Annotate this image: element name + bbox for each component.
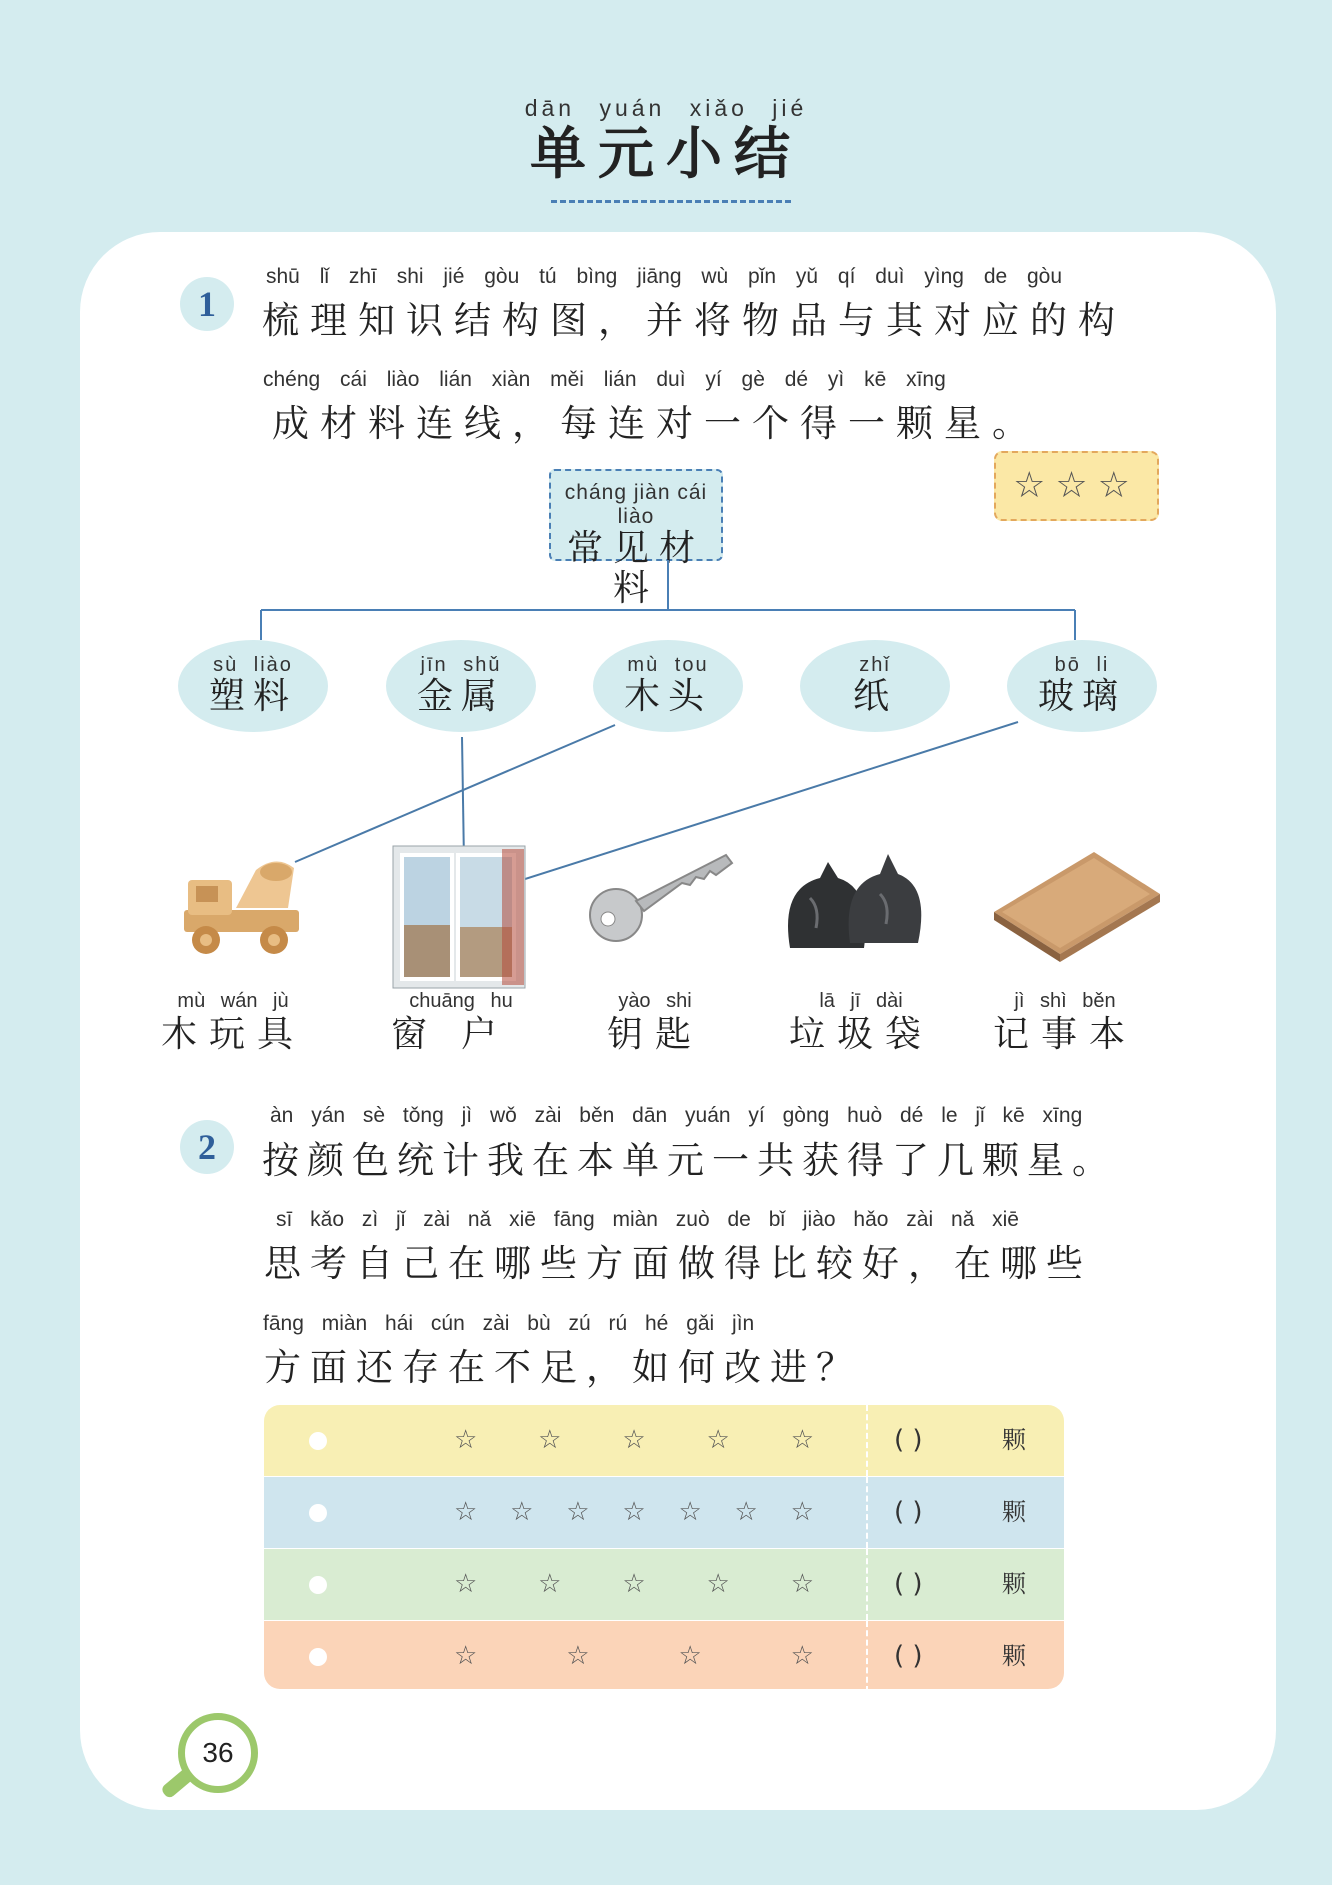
material-pinyin: bō li <box>1054 654 1110 676</box>
section-1-line-1-pinyin: shū lǐ zhī shi jié gòu tú bìng jiāng wù pǐn yǔ qí duì yìng de gòu <box>266 265 1063 288</box>
item-label-window <box>386 990 536 1057</box>
star-icon: ☆ <box>706 1569 730 1599</box>
row-dot-icon <box>309 1432 327 1450</box>
star-icon: ☆ <box>790 1497 814 1527</box>
star-icon: ☆ <box>538 1425 562 1455</box>
item-text: 窗户 <box>390 1014 531 1055</box>
tally-row <box>264 1476 1064 1548</box>
star-icon: ☆ <box>790 1569 814 1599</box>
material-node-wood <box>593 640 743 732</box>
item-label-key <box>580 990 730 1057</box>
material-node-paper <box>800 640 950 732</box>
material-node-glass <box>1007 640 1157 732</box>
section-1-line-1: 梳理知识结构图，并将物品与其对应的构 <box>262 299 1126 342</box>
row-divider <box>866 1621 868 1689</box>
tally-row <box>264 1548 1064 1620</box>
title-pinyin: dān yuán xiǎo jié <box>524 95 808 121</box>
star-icon: ☆ <box>734 1497 758 1527</box>
material-label: 纸 <box>852 676 897 717</box>
item-text: 记事本 <box>992 1014 1137 1055</box>
section-2-line-2: 思考自己在哪些方面做得比较好，在哪些 <box>264 1242 1092 1285</box>
material-label: 塑料 <box>208 676 297 717</box>
material-pinyin: mù tou <box>627 654 709 676</box>
item-label-garbage-bag <box>786 990 936 1057</box>
root-node-pinyin: cháng jiàn cái liào <box>564 481 708 528</box>
material-label: 金属 <box>416 676 505 717</box>
wooden-truck-icon <box>176 850 316 965</box>
star-icon: ☆ <box>790 1641 814 1671</box>
star-icon: ☆ <box>454 1641 478 1671</box>
material-node-metal <box>386 640 536 732</box>
row-stars <box>454 1477 814 1548</box>
count-unit: 颗 <box>1002 1642 1026 1670</box>
material-label: 木头 <box>623 676 712 717</box>
star-icon: ☆ <box>706 1425 730 1455</box>
row-dot-icon <box>309 1648 327 1666</box>
tally-row <box>264 1405 1064 1476</box>
material-pinyin: zhǐ <box>859 654 891 676</box>
star-icon: ☆ <box>790 1425 814 1455</box>
material-pinyin: sù liào <box>213 654 293 676</box>
row-divider <box>866 1405 868 1476</box>
count-blank[interactable]: ( ) <box>894 1497 923 1527</box>
page-title: 单元小结 <box>530 121 802 187</box>
item-text: 垃圾袋 <box>788 1014 933 1055</box>
star-icon: ☆ <box>454 1425 478 1455</box>
item-label-notebook <box>990 990 1140 1057</box>
item-pinyin: lā jī dài <box>819 990 903 1012</box>
row-dot-icon <box>309 1504 327 1522</box>
notebook-icon <box>990 850 1165 965</box>
row-stars <box>454 1549 814 1620</box>
tally-row <box>264 1620 1064 1689</box>
section-2-number: 2 <box>180 1120 234 1174</box>
root-node-label: 常见材料 <box>566 528 705 609</box>
match-line-metal-window <box>462 737 464 862</box>
count-unit: 颗 <box>1002 1498 1026 1526</box>
garbage-bag-icon <box>780 848 940 958</box>
star-icon: ☆ <box>622 1497 646 1527</box>
row-divider <box>866 1477 868 1548</box>
count-blank[interactable]: ( ) <box>894 1641 923 1671</box>
score-star-box: ☆☆☆ <box>994 451 1159 521</box>
star-icon: ☆ <box>538 1569 562 1599</box>
star-icon: ☆ <box>566 1641 590 1671</box>
star-icon: ☆ <box>622 1425 646 1455</box>
star-tally-table <box>264 1405 1064 1689</box>
star-icon: ☆ <box>510 1497 534 1527</box>
section-1-number: 1 <box>180 277 234 331</box>
section-2-line-3: 方面还存在不足，如何改进？ <box>264 1346 862 1389</box>
material-pinyin: jīn shǔ <box>420 654 502 676</box>
section-2-line-2-pinyin: sī kǎo zì jǐ zài nǎ xiē fāng miàn zuò de bǐ jiào hǎo zài nǎ xiē <box>276 1208 1019 1231</box>
match-line-wood-toy <box>295 725 615 862</box>
row-dot-icon <box>309 1576 327 1594</box>
match-line-glass-window <box>503 722 1018 886</box>
section-2-line-1: 按颜色统计我在本单元一共获得了几颗星。 <box>262 1139 1117 1182</box>
page-number: 36 <box>178 1713 258 1793</box>
star-icon: ☆ <box>678 1641 702 1671</box>
window-icon <box>392 845 526 989</box>
row-divider <box>866 1549 868 1620</box>
section-1-line-2-pinyin: chéng cái liào lián xiàn měi lián duì yí gè dé yì kē xīng <box>263 368 946 391</box>
item-label-wooden-toy <box>158 990 308 1057</box>
count-unit: 颗 <box>1002 1426 1026 1454</box>
section-1-line-2: 成材料连线，每连对一个得一颗星。 <box>272 402 1040 445</box>
section-2-line-1-pinyin: àn yán sè tǒng jì wǒ zài běn dān yuán yí gòng huò dé le jǐ kē xīng <box>270 1104 1083 1127</box>
star-icon: ☆ <box>454 1569 478 1599</box>
row-stars <box>454 1621 814 1689</box>
count-unit: 颗 <box>1002 1570 1026 1598</box>
count-blank[interactable]: ( ) <box>894 1569 923 1599</box>
star-icon: ☆ <box>622 1569 646 1599</box>
star-icon: ☆ <box>678 1497 702 1527</box>
item-pinyin: jì shì běn <box>1014 990 1116 1012</box>
item-pinyin: yào shi <box>618 990 692 1012</box>
star-icon: ☆ <box>454 1497 478 1527</box>
item-text: 钥匙 <box>606 1014 703 1055</box>
item-pinyin: mù wán jù <box>177 990 289 1012</box>
key-icon <box>586 845 736 945</box>
item-pinyin: chuāng hu <box>409 990 513 1012</box>
count-blank[interactable]: ( ) <box>894 1425 923 1455</box>
section-2-line-3-pinyin: fāng miàn hái cún zài bù zú rú hé gǎi jìn <box>263 1312 755 1335</box>
material-node-plastic <box>178 640 328 732</box>
material-label: 玻璃 <box>1037 676 1126 717</box>
row-stars <box>454 1405 814 1476</box>
star-icon: ☆ <box>566 1497 590 1527</box>
item-text: 木玩具 <box>160 1014 305 1055</box>
